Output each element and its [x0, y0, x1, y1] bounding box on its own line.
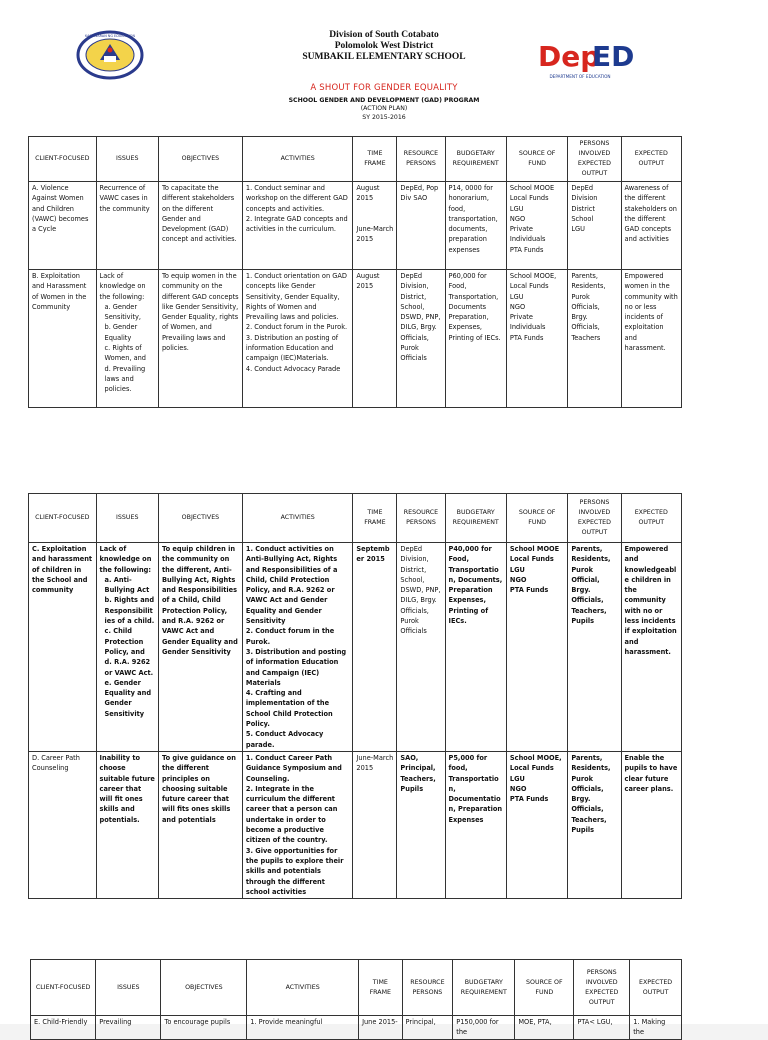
output-cell: 1. Making the	[630, 1016, 682, 1040]
resource-cell: DepEd Division, District, School, DSWD, PNP, DILG, Brgy. Officials, Purok Officials	[397, 543, 445, 752]
objectives-cell: To give guidance on the different principles on choosing suitable future career that will fits ones skills and potentials	[158, 751, 242, 898]
slogan-title: A SHOUT FOR GENDER EQUALITY	[310, 83, 458, 93]
client-cell: A. Violence Against Women and Children (VAWC) becomes a Cycle	[29, 182, 97, 270]
column-header: PERSONS INVOLVED EXPECTED OUTPUT	[568, 494, 621, 543]
column-header: SOURCE OF FUND	[506, 494, 567, 543]
issues-cell: Prevailing	[96, 1016, 161, 1040]
client-cell: E. Child-Friendly	[31, 1016, 96, 1040]
column-header: CLIENT-FOCUSED	[29, 137, 97, 182]
output-cell: Empowered women in the community with no or less incidents of exploitation and harassment.	[621, 270, 681, 408]
objectives-cell: To capacitate the different stakeholders on the different Gender and Development (GAD) concept and activities.	[158, 182, 242, 270]
resource-cell: DepEd, Pop Div SAO	[397, 182, 445, 270]
column-header: RESOURCE PERSONS	[397, 494, 445, 543]
table-row	[29, 270, 682, 408]
output-cell: Empowered and knowledgeable children in the community with no or less incidents if exploitation and harassment.	[621, 543, 681, 752]
column-header: TIME FRAME	[359, 960, 402, 1016]
time-frame-cell: August 2015 June-March 2015	[353, 182, 397, 270]
column-header: ACTIVITIES	[242, 137, 353, 182]
resource-cell: Principal,	[402, 1016, 453, 1040]
involved-cell: Parents, Residents, Purok Officials, Brgy. Officials, Teachers	[568, 270, 621, 408]
fund-cell: School MOOE Local Funds LGU NGO Private Individuals PTA Funds	[506, 182, 567, 270]
division-name: Division of South Cotabato	[329, 30, 439, 40]
school-year: SY 2015-2016	[362, 114, 406, 121]
time-frame-cell: June-March 2015	[353, 751, 397, 898]
column-header: SOURCE OF FUND	[515, 960, 574, 1016]
action-plan-table-3	[30, 959, 682, 1040]
column-header: EXPECTED OUTPUT	[630, 960, 682, 1016]
column-header: ISSUES	[96, 494, 158, 543]
column-header: EXPECTED OUTPUT	[621, 137, 681, 182]
column-header: ACTIVITIES	[247, 960, 359, 1016]
output-cell: Enable the pupils to have clear future career plans.	[621, 751, 681, 898]
fund-cell: MOE, PTA,	[515, 1016, 574, 1040]
column-header: BUDGETARY REQUIREMENT	[445, 494, 506, 543]
activities-cell: 1. Conduct activities on Anti-Bullying Act, Rights and Responsibilities of a Child, Child Protection Policy, and R.A. 9262 or VAWC Act and Gender Equality and Gender Sensitivity 2. Conduct forum in the Purok. 3. Distribution and posting of information Education and Campaign (IEC) Materials 4. Crafting and implementation of the School Child Protection Policy. 5. Conduct Advocacy parade.	[242, 543, 353, 752]
objectives-cell: To equip children in the community on the different, Anti-Bullying Act, Rights and Responsibilities of a Child, Child Protection Policy, and R.A. 9262 or VAWC Act and Gender Equality and Gender Sensitivity	[158, 543, 242, 752]
budget-cell: P14, 0000 for honorarium, food, transportation, documents, preparation expenses	[445, 182, 506, 270]
client-cell: C. Exploitation and harassment of children in the School and community	[29, 543, 97, 752]
column-header: RESOURCE PERSONS	[402, 960, 453, 1016]
fund-cell: School MOOE Local Funds LGU NGO PTA Funds	[506, 543, 567, 752]
column-header: PERSONS INVOLVED EXPECTED OUTPUT	[574, 960, 630, 1016]
budget-cell: P150,000 for the	[453, 1016, 515, 1040]
objectives-cell: To equip women in the community on the different GAD concepts like Gender Sensitivity, Gender Equality, rights of Women, and Prevailing laws and policies.	[158, 270, 242, 408]
issues-cell: Lack of knowledge on the following: a. Gender Sensitivity, b. Gender Equality c. Rights of Women, and d. Prevailing laws and policies.	[96, 270, 158, 408]
time-frame-cell: September 2015	[353, 543, 397, 752]
svg-text:Dep: Dep	[538, 40, 601, 73]
fund-cell: School MOOE, Local Funds LGU NGO Private Individuals PTA Funds	[506, 270, 567, 408]
column-header: RESOURCE PERSONS	[397, 137, 445, 182]
budget-cell: P40,000 for Food, Transportation, Documents, Preparation Expenses, Printing of IECs.	[445, 543, 506, 752]
column-header: ISSUES	[96, 960, 161, 1016]
table-header-row	[31, 960, 682, 1016]
document-header	[0, 30, 768, 122]
column-header: PERSONS INVOLVED EXPECTED OUTPUT	[568, 137, 621, 182]
issues-cell: Recurrence of VAWC cases in the community	[96, 182, 158, 270]
column-header: ACTIVITIES	[242, 494, 353, 543]
svg-text:DEPARTMENT OF EDUCATION: DEPARTMENT OF EDUCATION	[549, 74, 611, 79]
plan-label: (ACTION PLAN)	[360, 105, 408, 112]
client-cell: B. Exploitation and Harassment of Women in the Community	[29, 270, 97, 408]
budget-cell: P5,000 for food, Transportation, Documentation, Preparation Expenses	[445, 751, 506, 898]
budget-cell: P60,000 for Food, Transportation, Documents Preparation, Expenses, Printing of IECs.	[445, 270, 506, 408]
activities-cell: 1. Provide meaningful	[247, 1016, 359, 1040]
school-name: SUMBAKIL ELEMENTARY SCHOOL	[302, 52, 466, 62]
district-name: Polomolok West District	[334, 41, 434, 51]
column-header: TIME FRAME	[353, 494, 397, 543]
involved-cell: Parents, Residents, Purok Official, Brgy. Officials, Teachers, Pupils	[568, 543, 621, 752]
column-header: OBJECTIVES	[158, 494, 242, 543]
table-row	[29, 543, 682, 752]
column-header: EXPECTED OUTPUT	[621, 494, 681, 543]
table-row	[29, 751, 682, 898]
table-header-row	[29, 494, 682, 543]
resource-cell: SAO, Principal, Teachers, Pupils	[397, 751, 445, 898]
seal-text: KAGAWARAN NG EDUKASYON	[84, 34, 136, 38]
column-header: SOURCE OF FUND	[506, 137, 567, 182]
column-header: TIME FRAME	[353, 137, 397, 182]
involved-cell: PTA< LGU,	[574, 1016, 630, 1040]
time-frame-cell: August 2015	[353, 270, 397, 408]
action-plan-table-2	[28, 493, 682, 899]
time-frame-cell: June 2015-	[359, 1016, 402, 1040]
involved-cell: Parents, Residents, Purok Officials, Brgy. Officials, Teachers, Pupils	[568, 751, 621, 898]
column-header: OBJECTIVES	[158, 137, 242, 182]
activities-cell: 1. Conduct Career Path Guidance Symposium and Counseling. 2. Integrate in the curriculum the different career that a person can undertake in order to become a productive citizen of the country. 3. Give opportunities for the pupils to explore their skills and potentials through the different school activities	[242, 751, 353, 898]
objectives-cell: To encourage pupils	[161, 1016, 247, 1040]
column-header: BUDGETARY REQUIREMENT	[453, 960, 515, 1016]
activities-cell: 1. Conduct seminar and workshop on the different GAD concepts and activities. 2. Integrate GAD concepts and activities in the curriculum.	[242, 182, 353, 270]
involved-cell: DepEd Division District School LGU	[568, 182, 621, 270]
table-header-row	[29, 137, 682, 182]
issues-cell: Lack of knowledge on the following: a. Anti-Bullying Act b. Rights and Responsibilities of a child. c. Child Protection Policy, and d. R.A. 9262 or VAWC Act. e. Gender Equality and Gender Sensitivity	[96, 543, 158, 752]
client-cell: D. Career Path Counseling	[29, 751, 97, 898]
column-header: ISSUES	[96, 137, 158, 182]
activities-cell: 1. Conduct orientation on GAD concepts like Gender Sensitivity, Gender Equality, Rights of Women and Prevailing laws and policies. 2. Conduct forum in the Purok. 3. Distribution an posting of information Education and campaign (IEC)Materials. 4. Conduct Advocacy Parade	[242, 270, 353, 408]
svg-text:ED: ED	[592, 40, 635, 73]
action-plan-table-1	[28, 136, 682, 408]
program-title: SCHOOL GENDER AND DEVELOPMENT (GAD) PROGRAM	[288, 97, 480, 104]
table-row	[29, 182, 682, 270]
column-header: BUDGETARY REQUIREMENT	[445, 137, 506, 182]
column-header: OBJECTIVES	[161, 960, 247, 1016]
fund-cell: School MOOE, Local Funds LGU NGO PTA Funds	[506, 751, 567, 898]
column-header: CLIENT-FOCUSED	[29, 494, 97, 543]
output-cell: Awareness of the different stakeholders on the different GAD concepts and activities	[621, 182, 681, 270]
resource-cell: DepEd Division, District, School, DSWD, PNP, DILG, Brgy. Officials, Purok Officials	[397, 270, 445, 408]
column-header: CLIENT-FOCUSED	[31, 960, 96, 1016]
issues-cell: Inability to choose suitable future career that will fit ones skills and potentials.	[96, 751, 158, 898]
table-row	[31, 1016, 682, 1040]
